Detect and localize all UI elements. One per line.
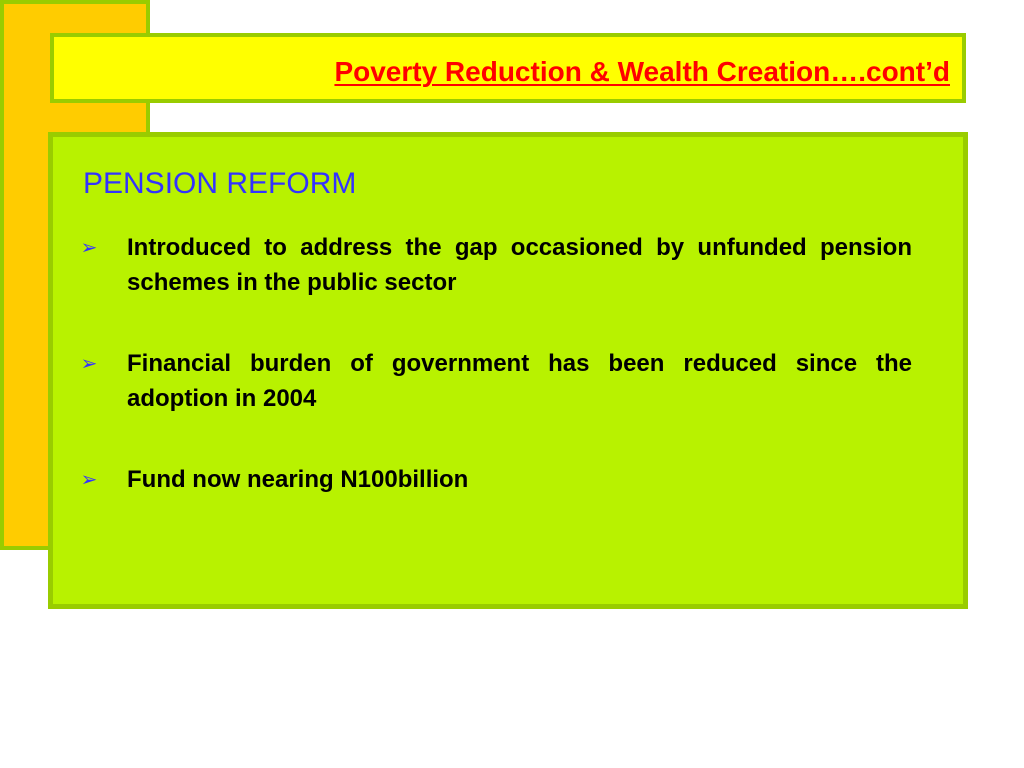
title-box <box>50 33 966 103</box>
bullet-list <box>75 230 912 543</box>
list-item <box>75 346 912 416</box>
section-heading: PENSION REFORM <box>83 167 357 200</box>
bullet-text: Financial burden of government has been reduced since the adoption in 2004 <box>127 350 912 412</box>
arrow-bullet-icon: ➢ <box>80 351 98 375</box>
bullet-text: Fund now nearing N100billion <box>127 466 469 493</box>
slide-title: Poverty Reduction & Wealth Creation….cont’d <box>334 56 950 87</box>
arrow-bullet-icon: ➢ <box>80 235 98 259</box>
bullet-text: Introduced to address the gap occasioned by unfunded pension schemes in the public sector <box>127 234 912 296</box>
list-item <box>75 462 912 497</box>
arrow-bullet-icon: ➢ <box>80 467 98 491</box>
list-item <box>75 230 912 300</box>
content-box <box>48 132 968 609</box>
